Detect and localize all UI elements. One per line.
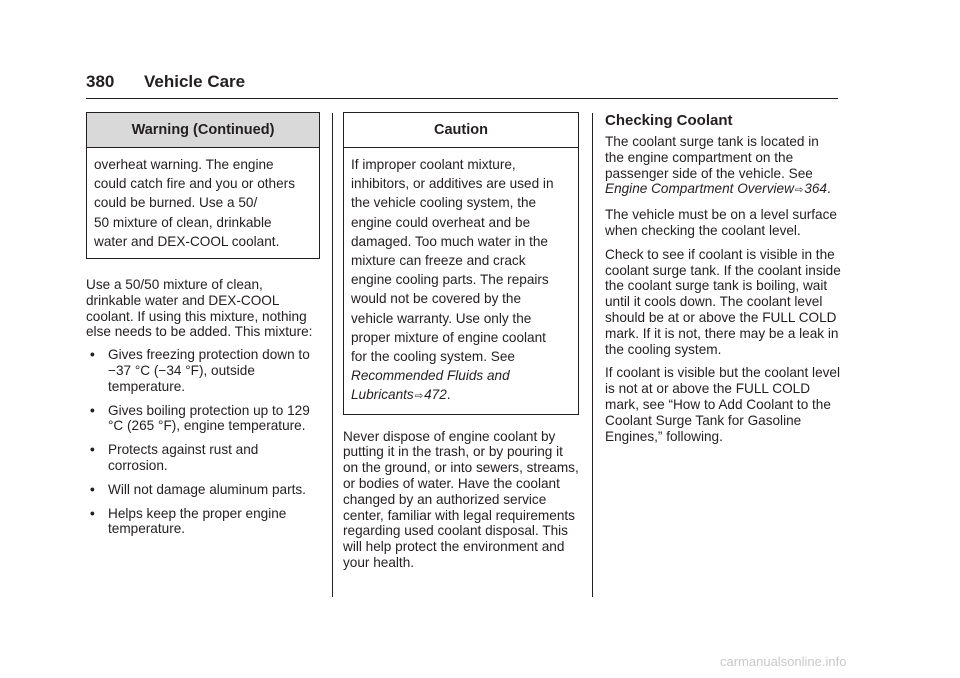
bullet-icon: • <box>90 402 95 418</box>
bullet-icon: • <box>90 442 95 458</box>
caution-line: damaged. Too much water in the <box>351 233 548 249</box>
bullet-icon: • <box>90 481 95 497</box>
column-3 <box>605 112 841 444</box>
list-item: • Gives freezing protection down to −37 °C (−34 °F), outside temperature. <box>90 347 310 394</box>
watermark: carmanualsonline.info <box>720 654 847 669</box>
caution-title: Caution <box>344 113 578 148</box>
warning-line: water and DEX-COOL coolant. <box>94 233 280 249</box>
caution-line: engine could overheat and be <box>351 214 531 230</box>
caution-line: the vehicle cooling system, the <box>351 195 537 211</box>
overview-reference-link[interactable]: Overview <box>737 181 794 197</box>
bullet-icon: • <box>90 347 95 363</box>
level-surface-text: The vehicle must be on a level surface when checking the coolant level. <box>605 207 837 238</box>
engine-compartment-reference-link[interactable]: Engine Compartment <box>605 181 734 197</box>
reference-page[interactable]: 364 <box>804 181 827 197</box>
warning-line: 50 mixture of clean, drinkable <box>94 214 272 230</box>
list-item: • Protects against rust and corrosion. <box>90 442 259 473</box>
surge-tank-location: The coolant surge tank is located in the engine compartment on the passenger side of the vehicle. See Engine Compartment Overview⇨364. <box>605 134 831 197</box>
mixture-benefits-list <box>86 347 320 537</box>
caution-line: If improper coolant mixture, <box>351 157 516 172</box>
caution-line: proper mixture of engine coolant <box>351 329 546 345</box>
warning-title: Warning (Continued) <box>87 113 319 148</box>
mixture-intro: Use a 50/50 mixture of clean, drinkable water and DEX-COOL coolant. If using this mixture, nothing else needs to be added. This mixture: <box>86 277 313 340</box>
page-ref-arrow-icon: ⇨ <box>414 391 424 403</box>
lubricants-reference-link[interactable]: Lubricants <box>351 387 414 403</box>
warning-line: could catch fire and you or others <box>94 176 295 192</box>
page-ref-arrow-icon: ⇨ <box>794 185 804 197</box>
warning-box <box>86 112 320 259</box>
reference-page[interactable]: 472 <box>424 387 447 403</box>
caution-line: inhibitors, or additives are used in <box>351 176 554 192</box>
list-item: • Gives boiling protection up to 129 °C (265 °F), engine temperature. <box>90 402 310 434</box>
bullet-icon: • <box>90 505 95 521</box>
header-rule <box>86 98 838 99</box>
column-divider-2 <box>592 113 593 597</box>
caution-line: would not be covered by the <box>351 291 522 307</box>
page-header <box>86 72 838 98</box>
caution-line: for the cooling system. See <box>351 349 515 365</box>
warning-line: overheat warning. The engine <box>94 157 274 172</box>
add-coolant-text: If coolant is visible but the coolant level is not at or above the FULL COLD mark, see “How to Add Coolant to the Coolant Surge Tank for Gasoline Engines,” following. <box>605 365 841 444</box>
section-title: Vehicle Care <box>144 72 246 91</box>
checking-coolant-heading: Checking Coolant <box>605 112 733 129</box>
caution-line: mixture can freeze and crack <box>351 253 526 269</box>
disposal-text: Never dispose of engine coolant by putting it in the trash, or by pouring it on the ground, or into sewers, streams, or bodies of water. Have the coolant changed by an authorized service center, familiar with legal requirements regarding used coolant disposal. This will help protect the environment and your health. <box>343 428 579 571</box>
warning-line: could be burned. Use a 50/ <box>94 195 258 211</box>
list-item: • Helps keep the proper engine temperature. <box>90 505 287 537</box>
page-number: 380 <box>86 72 115 91</box>
caution-line: vehicle warranty. Use only the <box>351 310 532 326</box>
column-2 <box>343 112 579 571</box>
column-1 <box>86 112 320 545</box>
caution-box <box>343 112 579 415</box>
column-divider-1 <box>332 113 333 597</box>
caution-line: engine cooling parts. The repairs <box>351 272 549 288</box>
fluids-reference-link[interactable]: Recommended Fluids and <box>351 368 510 384</box>
check-coolant-text: Check to see if coolant is visible in the coolant surge tank. If the coolant inside the coolant surge tank is boiling, wait until it cools down. The coolant level should be at or above the FULL COLD mark. If it is not, there may be a leak in the cooling system. <box>605 246 841 357</box>
warning-text <box>87 148 319 258</box>
list-item: • Will not damage aluminum parts. <box>90 481 306 497</box>
caution-text: If improper coolant mixture, inhibitors, or additives are used in the vehicle cooling system, the engine could overheat and be damaged. Too much water in the mixture can freeze and crack engine cooling parts. The repairs would not be covered by the vehicle warranty. Use only the proper mixture of engine coolant for the cooling system. See Recommended Fluids and Lubricants⇨472. <box>344 148 578 414</box>
